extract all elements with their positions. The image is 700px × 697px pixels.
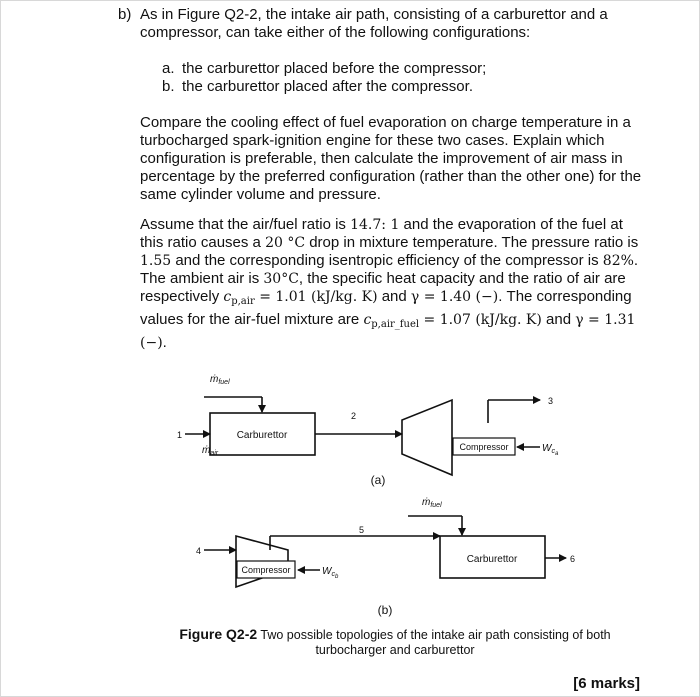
compressor-label-b: Compressor bbox=[241, 565, 291, 575]
question-intro: As in Figure Q2-2, the intake air path, consisting of a carburettor and a compressor, can take either of the following configurations: bbox=[140, 6, 608, 41]
option-text: the carburettor placed after the compressor. bbox=[182, 78, 473, 95]
temp-drop-value: 20 °C bbox=[265, 235, 306, 251]
figure-caption-bold: Figure Q2-2 bbox=[179, 626, 258, 642]
marks-label: [6 marks] bbox=[573, 675, 640, 692]
afr-value: 14.7: 1 bbox=[350, 217, 400, 233]
option-a bbox=[162, 60, 486, 78]
cp-mix-subscript: p,air_fuel bbox=[371, 319, 420, 330]
compressor-shape-a bbox=[402, 400, 452, 475]
text-run: and bbox=[377, 288, 411, 305]
figure-caption bbox=[160, 627, 630, 658]
gamma-air-expr: γ = 1.40 (−) bbox=[410, 289, 499, 305]
work-label-b: $W_{cb}$ bbox=[322, 566, 339, 580]
station-3-label: 3 bbox=[548, 396, 554, 406]
cp-air-expr bbox=[223, 289, 377, 305]
work-label-a: $W_{ca}$ bbox=[542, 443, 559, 457]
cp-air-value: = 1.01 (kJ/kg. K) bbox=[254, 289, 378, 305]
option-b bbox=[162, 78, 486, 96]
figure-q2-2 bbox=[170, 360, 590, 622]
pressure-ratio-value: 1.55 bbox=[140, 253, 172, 269]
option-letter: b. bbox=[162, 78, 175, 95]
text-run: Assume that the air/fuel ratio is bbox=[140, 216, 351, 233]
figure-b-label: (b) bbox=[377, 603, 393, 617]
figure-caption-text: Two possible topologies of the intake air path consisting of both turbocharger and carburettor bbox=[257, 628, 611, 657]
fuel-flow-label-b: ṁ$_{fuel}$ bbox=[422, 497, 442, 509]
paragraph-compare: Compare the cooling effect of fuel evaporation on charge temperature in a turbocharged spark-ignition engine for these two cases. Explain which configuration is preferable, then calculate the improvement of air mass in percentage by the preferred configuration (rather than the other one) for the same cylinder volume and pressure. bbox=[140, 114, 642, 203]
question-label: b) bbox=[118, 6, 132, 23]
cp-mix-symbol: c bbox=[363, 312, 372, 328]
station-5-label: 5 bbox=[359, 525, 365, 535]
text-run: and bbox=[541, 311, 576, 328]
carburettor-label-a: Carburettor bbox=[236, 430, 288, 441]
text-run: , the specific heat capacity and the ratio of air are respectively bbox=[140, 270, 626, 305]
text-run: and the evaporation of the fuel at this ratio causes a bbox=[140, 216, 623, 251]
cp-mix-value: = 1.07 (kJ/kg. K) bbox=[419, 312, 542, 328]
station-2-label: 2 bbox=[351, 411, 357, 421]
cp-air-symbol: c bbox=[223, 289, 232, 305]
text-run: . The corresponding values for the air-fuel mixture are bbox=[140, 288, 632, 328]
cp-mix-expr bbox=[363, 312, 541, 328]
fuel-flow-label-a: ṁ$_{fuel}$ bbox=[210, 374, 230, 386]
compressor-label-a: Compressor bbox=[459, 442, 509, 452]
text-run: . The ambient air is bbox=[140, 252, 639, 287]
station-6-label: 6 bbox=[570, 554, 576, 564]
text-run: . bbox=[162, 334, 167, 351]
figure-a-label: (a) bbox=[370, 473, 386, 487]
option-text: the carburettor placed before the compressor; bbox=[182, 60, 487, 77]
text-run: drop in mixture temperature. The pressure ratio is bbox=[305, 234, 639, 251]
option-letter: a. bbox=[162, 60, 175, 77]
ambient-temp-value: 30°C bbox=[263, 271, 299, 287]
station-4-label: 4 bbox=[196, 546, 202, 556]
station-1-label: 1 bbox=[177, 430, 183, 440]
paragraph-assumptions bbox=[140, 216, 642, 352]
text-run: and the corresponding isentropic efficiency of the compressor is bbox=[171, 252, 603, 269]
efficiency-value: 82% bbox=[602, 253, 634, 269]
gamma-mix-expr: γ = 1.31 (−) bbox=[140, 312, 636, 351]
carburettor-label-b: Carburettor bbox=[466, 554, 518, 565]
options-list bbox=[162, 60, 486, 96]
cp-air-subscript: p,air bbox=[231, 296, 255, 307]
air-flow-label-a: ṁ$_{air}$ bbox=[202, 445, 219, 457]
